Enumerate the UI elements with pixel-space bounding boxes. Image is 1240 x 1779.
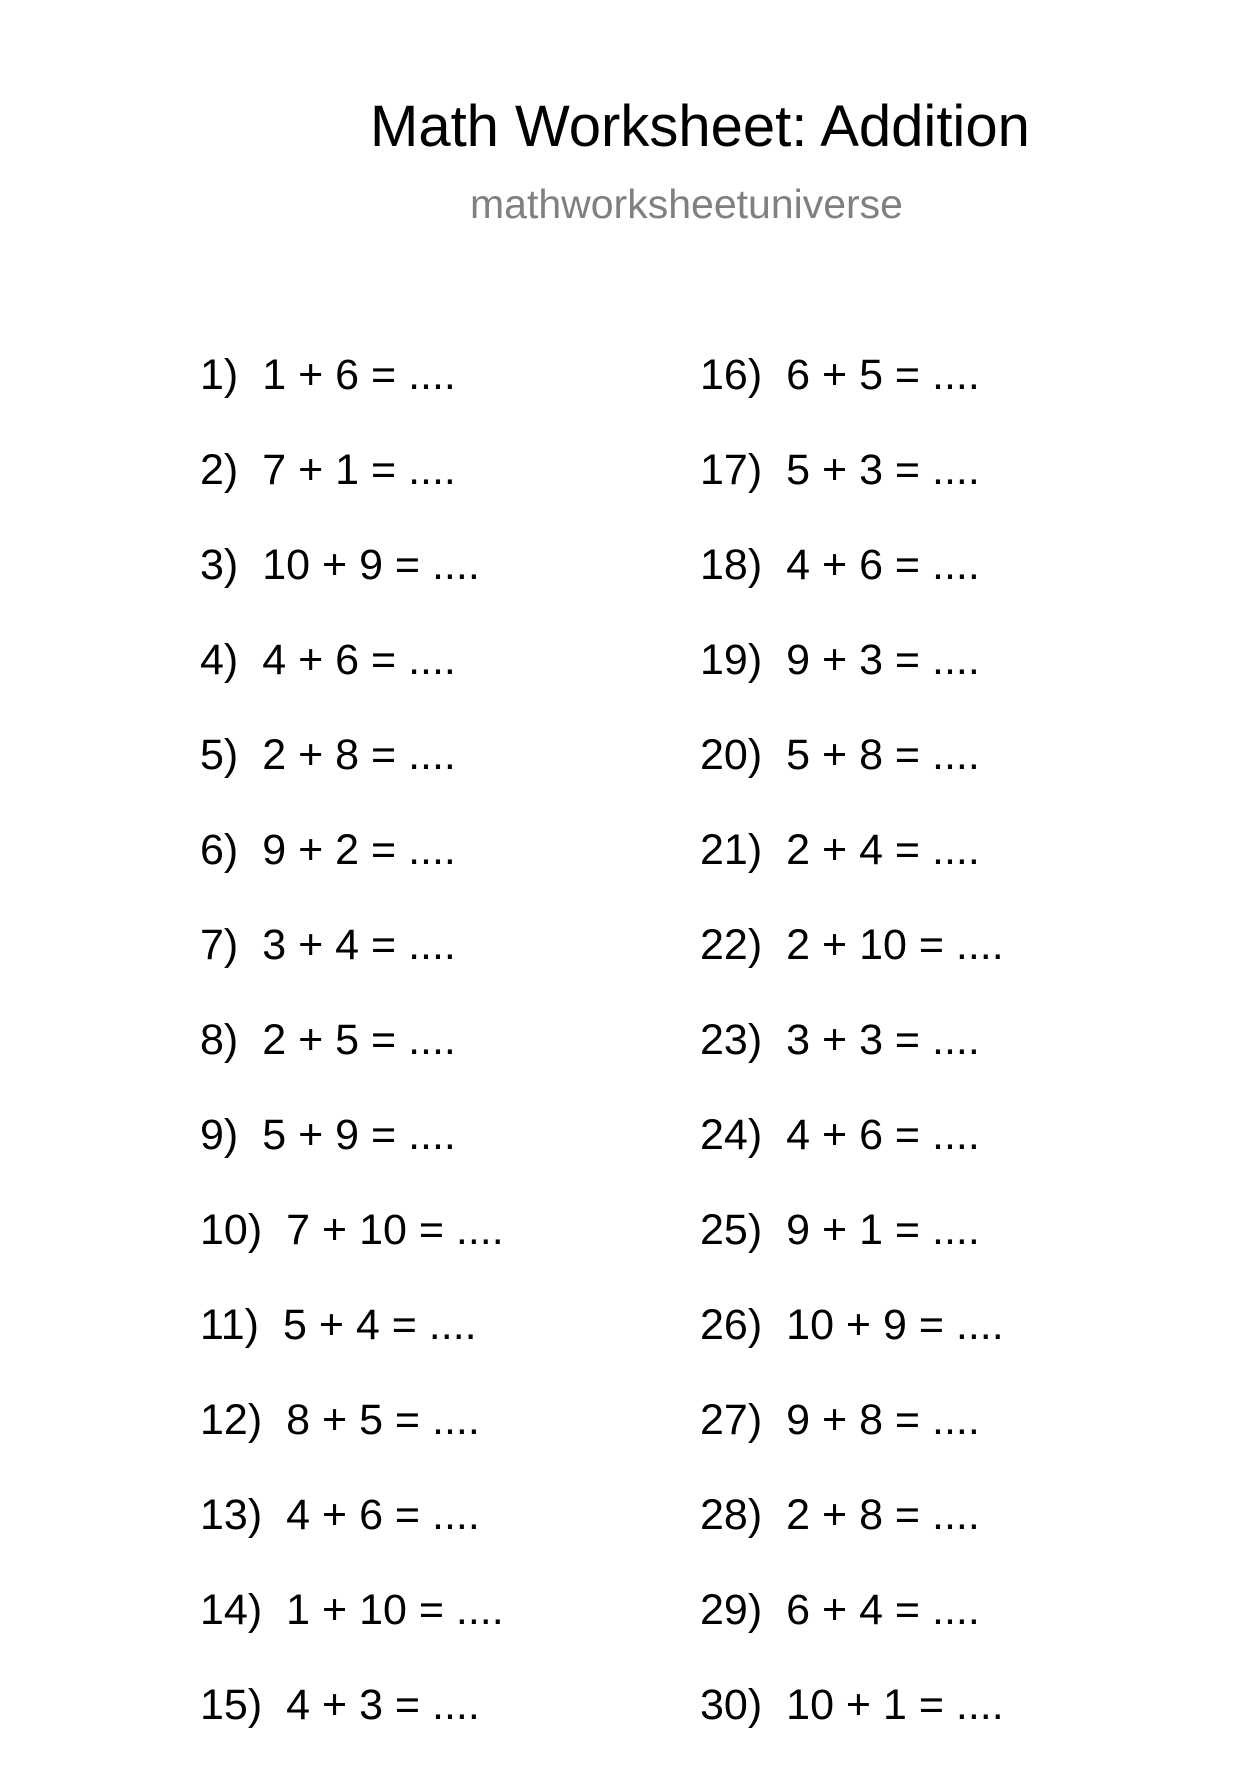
- problem-item: [700, 446, 1004, 544]
- problem-item: [200, 826, 504, 924]
- problem-item: [200, 921, 504, 1019]
- problem-number: 29): [700, 1586, 763, 1634]
- problem-expression: 4 + 3 = ....: [286, 1681, 480, 1729]
- problem-item: [200, 1491, 504, 1589]
- problem-item: [700, 1206, 1004, 1304]
- problem-expression: 5 + 8 = ....: [786, 731, 980, 779]
- problem-number: 1): [200, 351, 239, 399]
- problem-number: 28): [700, 1491, 763, 1539]
- problem-item: [700, 1396, 1004, 1494]
- problem-number: 15): [200, 1681, 263, 1729]
- problem-expression: 10 + 9 = ....: [786, 1301, 1004, 1349]
- problem-number: 6): [200, 826, 239, 874]
- problem-expression: 5 + 4 = ....: [282, 1301, 477, 1349]
- problem-item: [700, 826, 1004, 924]
- problem-item: [700, 541, 1004, 639]
- problem-number: 20): [700, 731, 763, 779]
- problem-expression: 4 + 6 = ....: [262, 636, 456, 684]
- problem-expression: 3 + 3 = ....: [786, 1016, 980, 1064]
- problem-number: 13): [200, 1491, 263, 1539]
- problem-number: 7): [200, 921, 239, 969]
- problem-item: [200, 1301, 504, 1399]
- problem-item: [200, 1016, 504, 1114]
- problem-item: [200, 1111, 504, 1209]
- problem-item: [200, 1681, 504, 1779]
- problem-expression: 10 + 9 = ....: [262, 541, 480, 589]
- problem-expression: 1 + 6 = ....: [262, 351, 456, 399]
- problem-item: [700, 1111, 1004, 1209]
- problem-item: [200, 1206, 504, 1304]
- left-problem-column: [200, 351, 504, 1779]
- problem-expression: 5 + 9 = ....: [262, 1111, 456, 1159]
- problem-expression: 2 + 5 = ....: [262, 1016, 456, 1064]
- problem-expression: 7 + 1 = ....: [262, 446, 456, 494]
- problem-expression: 2 + 4 = ....: [786, 826, 980, 874]
- problem-expression: 3 + 4 = ....: [262, 921, 456, 969]
- problem-expression: 2 + 8 = ....: [786, 1491, 980, 1539]
- worksheet-title: Math Worksheet: Addition: [370, 94, 1030, 159]
- problem-number: 12): [200, 1396, 263, 1444]
- problem-number: 23): [700, 1016, 763, 1064]
- problem-number: 3): [200, 541, 239, 589]
- problem-expression: 6 + 5 = ....: [786, 351, 980, 399]
- problem-item: [700, 636, 1004, 734]
- problem-number: 22): [700, 921, 763, 969]
- problem-item: [200, 1396, 504, 1494]
- problem-number: 26): [700, 1301, 763, 1349]
- problem-number: 10): [200, 1206, 263, 1254]
- problem-item: [200, 636, 504, 734]
- problem-expression: 6 + 4 = ....: [786, 1586, 980, 1634]
- problem-expression: 4 + 6 = ....: [786, 541, 980, 589]
- right-problem-column: [700, 351, 1004, 1779]
- problem-number: 25): [700, 1206, 763, 1254]
- problem-number: 27): [700, 1396, 763, 1444]
- problem-number: 2): [200, 446, 239, 494]
- problem-expression: 4 + 6 = ....: [286, 1491, 480, 1539]
- problem-expression: 10 + 1 = ....: [786, 1681, 1004, 1729]
- problem-number: 21): [700, 826, 763, 874]
- problem-number: 8): [200, 1016, 239, 1064]
- problem-expression: 9 + 1 = ....: [786, 1206, 980, 1254]
- problem-number: 11): [200, 1301, 259, 1349]
- problem-item: [700, 1491, 1004, 1589]
- problem-number: 9): [200, 1111, 239, 1159]
- problem-number: 16): [700, 351, 763, 399]
- problem-expression: 7 + 10 = ....: [286, 1206, 504, 1254]
- problem-expression: 4 + 6 = ....: [786, 1111, 980, 1159]
- problem-item: [700, 1586, 1004, 1684]
- problem-number: 5): [200, 731, 239, 779]
- problem-item: [200, 1586, 504, 1684]
- problem-number: 17): [700, 446, 763, 494]
- problem-expression: 2 + 10 = ....: [786, 921, 1004, 969]
- problem-number: 18): [700, 541, 763, 589]
- problem-item: [700, 1016, 1004, 1114]
- problem-expression: 8 + 5 = ....: [286, 1396, 480, 1444]
- problem-expression: 5 + 3 = ....: [786, 446, 980, 494]
- worksheet-subtitle: mathworksheetuniverse: [470, 181, 903, 227]
- problem-item: [700, 731, 1004, 829]
- problem-item: [700, 1301, 1004, 1399]
- problem-item: [200, 446, 504, 544]
- problem-number: 19): [700, 636, 763, 684]
- problem-number: 30): [700, 1681, 763, 1729]
- problem-number: 14): [200, 1586, 263, 1634]
- problem-item: [200, 731, 504, 829]
- problem-expression: 2 + 8 = ....: [262, 731, 456, 779]
- problem-expression: 9 + 8 = ....: [786, 1396, 980, 1444]
- problem-number: 4): [200, 636, 239, 684]
- problem-number: 24): [700, 1111, 763, 1159]
- problem-expression: 9 + 2 = ....: [262, 826, 456, 874]
- problem-item: [200, 541, 504, 639]
- problem-item: [700, 1681, 1004, 1779]
- problem-item: [200, 351, 504, 449]
- problem-expression: 9 + 3 = ....: [786, 636, 980, 684]
- problem-item: [700, 351, 1004, 449]
- problem-expression: 1 + 10 = ....: [286, 1586, 504, 1634]
- problem-item: [700, 921, 1004, 1019]
